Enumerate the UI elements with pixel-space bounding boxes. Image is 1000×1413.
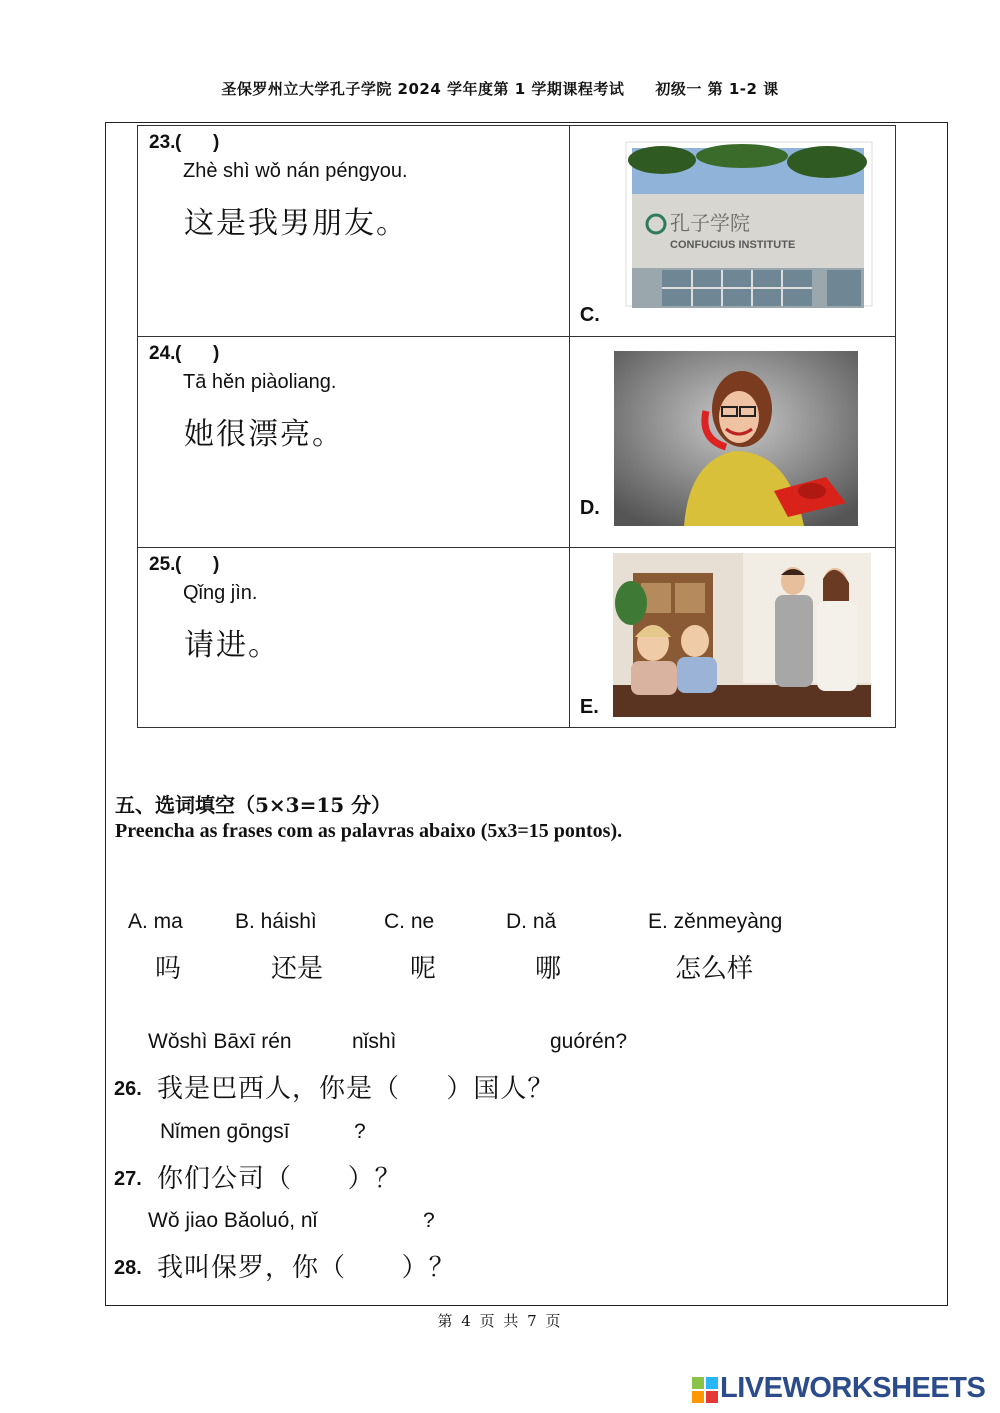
option-e-cell	[569, 548, 895, 728]
option-letter: E.	[579, 696, 599, 718]
option-letter: D.	[579, 497, 600, 519]
sentence-28-hanzi[interactable]: 我叫保罗，你（ ）？	[157, 1253, 456, 1283]
answer-blank-23[interactable]: ( )	[175, 132, 220, 153]
pinyin-27-part2: ?	[354, 1120, 366, 1143]
question-24-cell	[138, 337, 570, 548]
answer-blank-24[interactable]: ( )	[175, 343, 220, 364]
section-title: 五、选词填空（5×3=15 分）	[115, 793, 392, 817]
answer-blank-25[interactable]: ( )	[175, 554, 220, 575]
chinese-text: 这是我男朋友。	[184, 206, 408, 241]
woman-on-phone-photo	[614, 351, 858, 526]
chinese-text: 她很漂亮。	[184, 417, 344, 452]
sentence-26-hanzi[interactable]: 我是巴西人，你是（ ）国人？	[157, 1074, 555, 1104]
question-number: 25.	[149, 554, 176, 575]
option-d-label: D. nǎ	[506, 910, 557, 933]
sign-chinese: 孔子学院	[669, 211, 750, 235]
page-header: 圣保罗州立大学孔子学院 2024 学年度第 1 学期课程考试 初级一 第 1-2 课	[221, 80, 779, 98]
option-d-cell	[569, 337, 895, 548]
section-subtitle: Preencha as frases com as palavras abaixo (5x3=15 pontos).	[115, 820, 623, 842]
pinyin-27-part1: Nǐmen gōngsī	[160, 1120, 290, 1143]
option-c-hanzi: 呢	[410, 954, 437, 984]
matching-table	[137, 125, 896, 728]
question-number: 23.	[149, 132, 176, 153]
confucius-institute-photo	[622, 138, 880, 314]
option-a-hanzi: 吗	[155, 954, 182, 984]
liveworksheets-watermark[interactable]: LIVEWORKSHEETS	[720, 1372, 986, 1404]
pinyin-text: Tā hěn piàoliang.	[183, 371, 337, 393]
option-b-label: B. háishì	[235, 910, 317, 933]
pinyin-26-part1: Wǒshì Bāxī rén	[148, 1030, 292, 1053]
sentence-27-hanzi[interactable]: 你们公司（ ）？	[157, 1164, 402, 1194]
liveworksheets-logo-icon	[692, 1377, 718, 1403]
question-23-cell	[138, 126, 570, 337]
question-25-cell	[138, 548, 570, 728]
pinyin-text: Qǐng jìn.	[183, 582, 258, 604]
option-a-label: A. ma	[128, 910, 183, 933]
option-letter: C.	[579, 304, 600, 326]
pinyin-28-part1: Wǒ jiao Bǎoluó, nǐ	[148, 1209, 318, 1232]
pinyin-26-part2: nǐshì	[352, 1030, 397, 1053]
sign-english: CONFUCIUS INSTITUTE	[669, 239, 796, 251]
option-c-cell	[569, 126, 895, 337]
option-c-label: C. ne	[384, 910, 435, 933]
sentence-number: 27.	[114, 1168, 142, 1190]
option-e-hanzi: 怎么样	[675, 954, 754, 984]
chinese-text: 请进。	[184, 628, 280, 663]
page-footer: 第 4 页 共 7 页	[437, 1312, 563, 1330]
pinyin-text: Zhè shì wǒ nán péngyou.	[183, 160, 408, 182]
pinyin-26-part3: guórén?	[550, 1030, 628, 1053]
option-e-label: E. zěnmeyàng	[648, 910, 783, 933]
option-d-hanzi: 哪	[535, 954, 562, 984]
question-number: 24.	[149, 343, 176, 364]
family-greeting-photo	[613, 553, 871, 717]
pinyin-28-part2: ?	[423, 1209, 435, 1232]
sentence-number: 28.	[114, 1257, 142, 1279]
option-b-hanzi: 还是	[271, 954, 324, 984]
sentence-number: 26.	[114, 1078, 142, 1100]
